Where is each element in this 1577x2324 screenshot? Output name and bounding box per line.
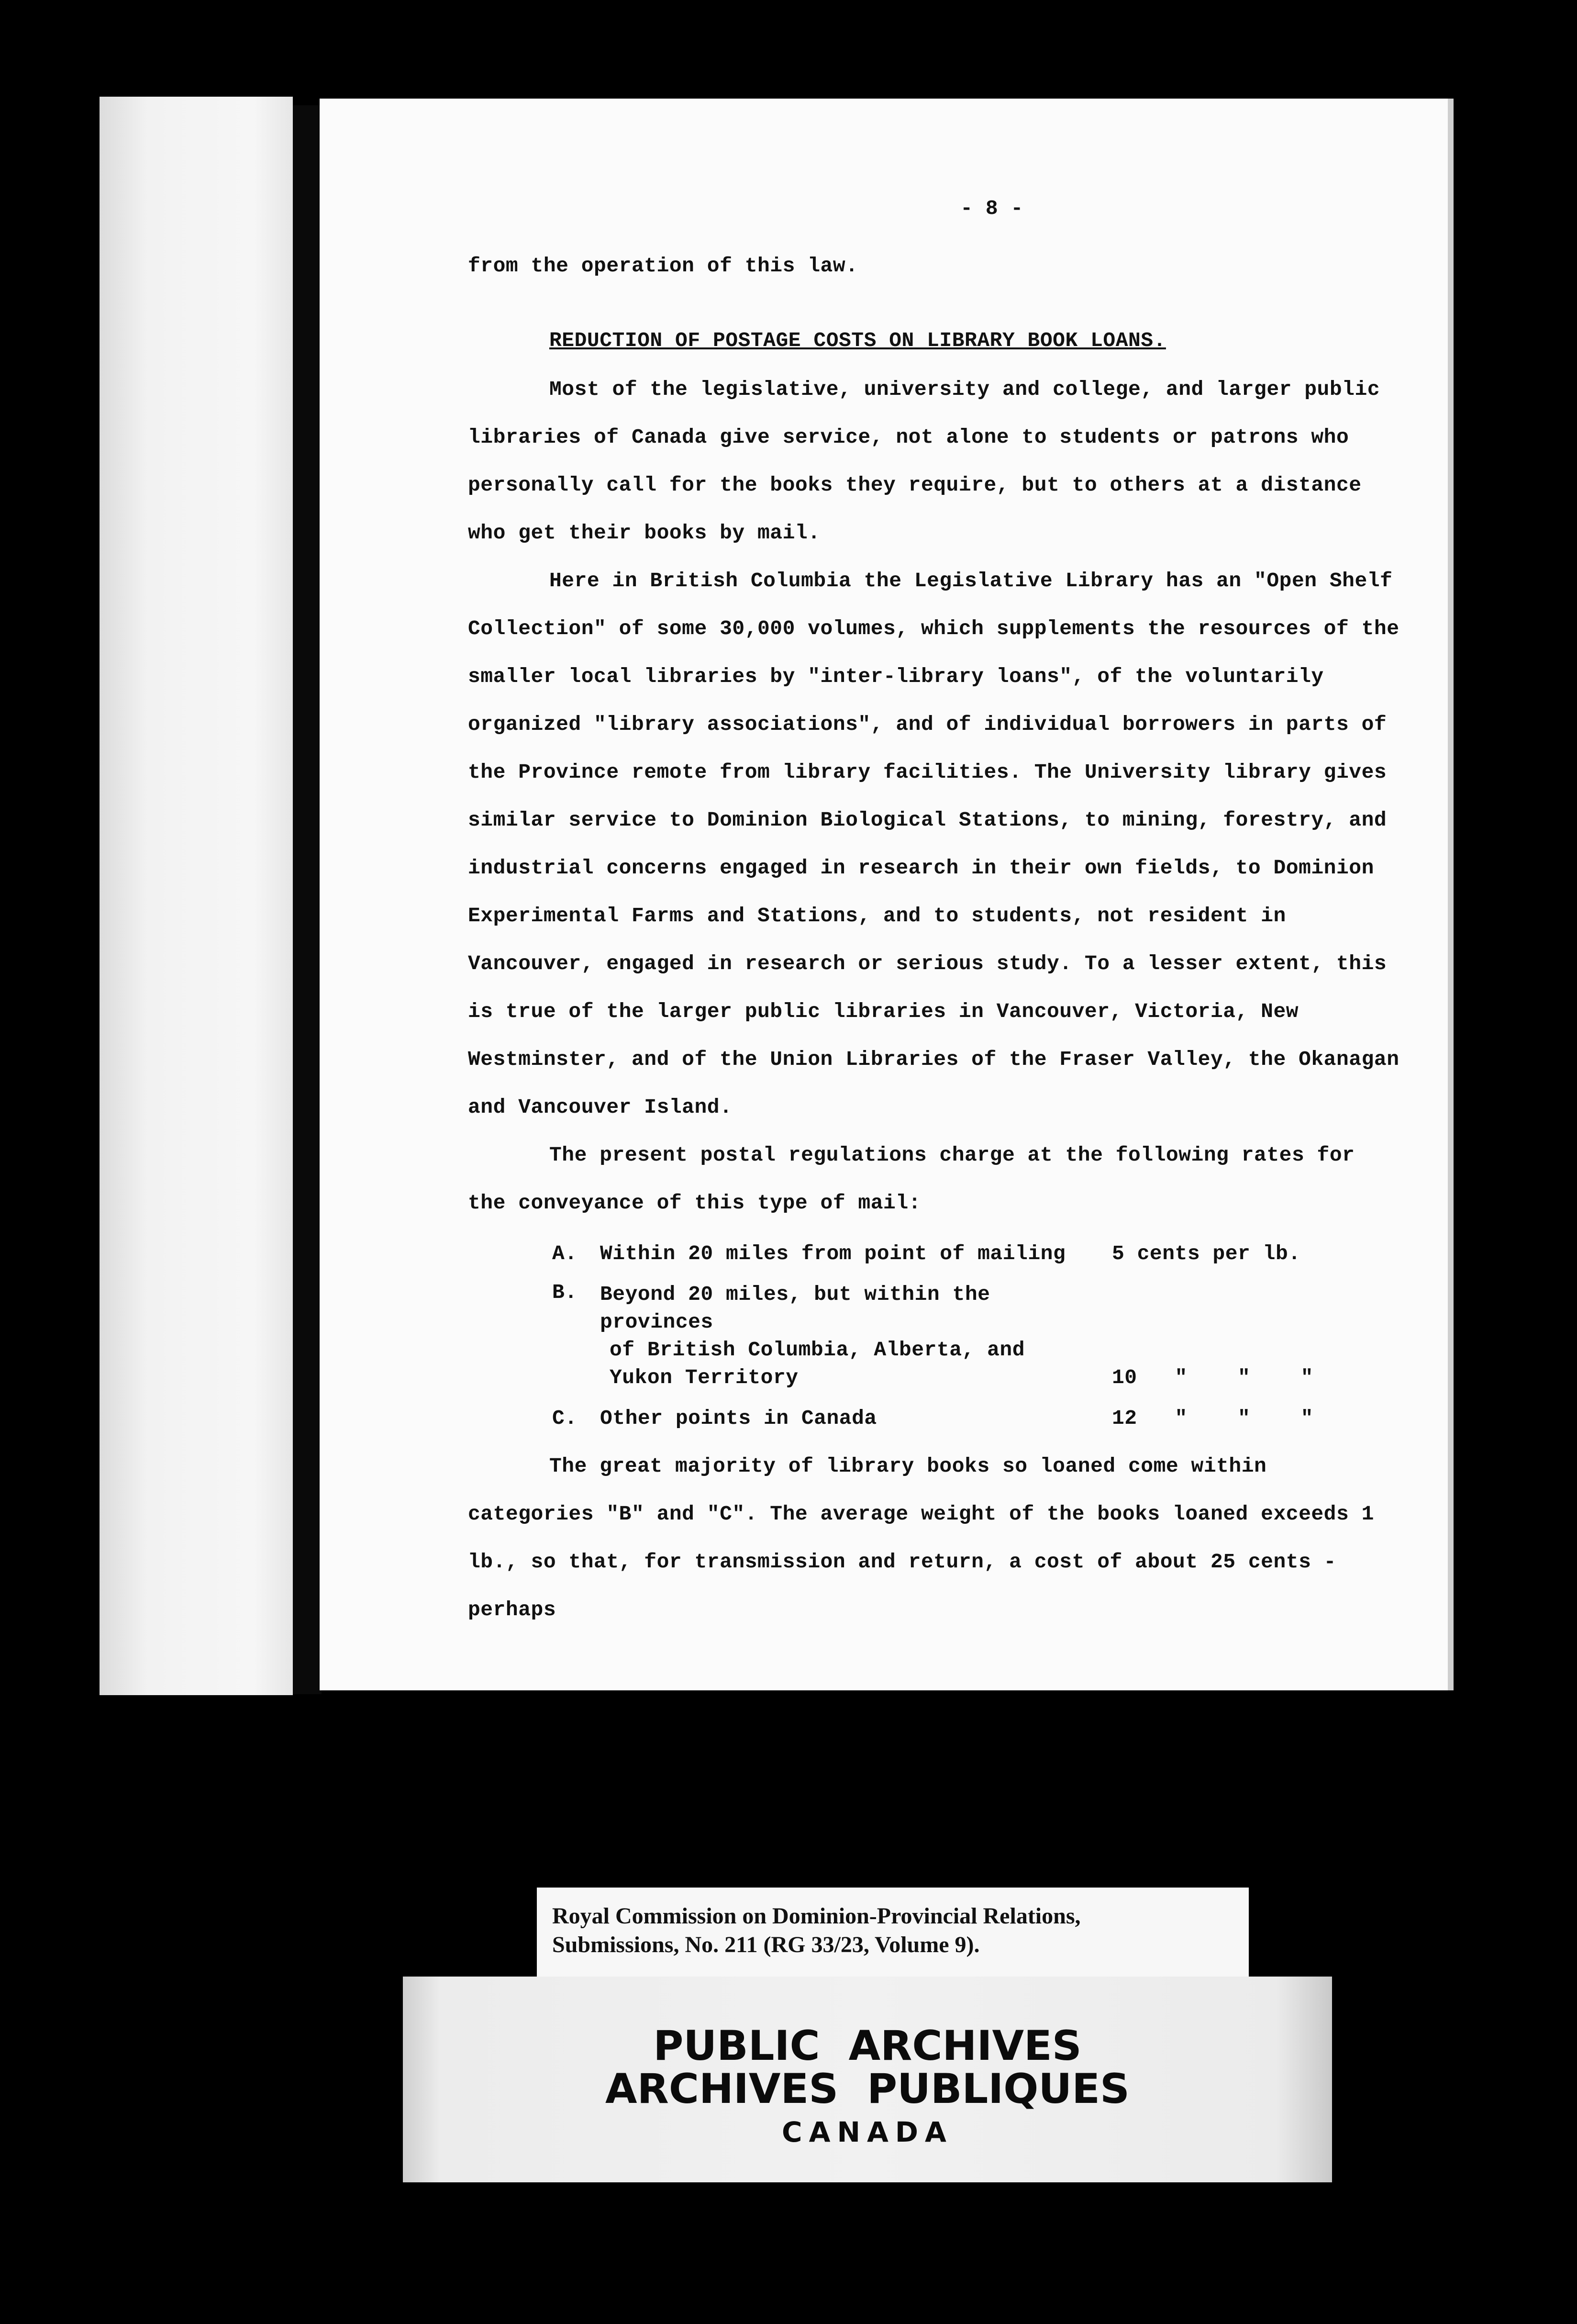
document-page [320,99,1454,1690]
rate-letter: C. [552,1407,577,1430]
rate-description: Other points in Canada [600,1407,877,1430]
rate-row-a [552,1230,1401,1278]
book-gutter [293,105,322,1694]
left-facing-page [100,97,293,1695]
rate-value: 10 " " " [1112,1366,1313,1389]
continuation-line: from the operation of this law. [468,254,858,278]
public-archives-stamp [403,1977,1332,2182]
paragraph-majority: The great majority of library books so loaned come within categories "B" and "C". The average weight of the books loaned exceeds 1 lb., so that, for transmission and return, a cost of about 25 cents - perhaps [468,1454,1374,1621]
rate-row-c [552,1395,1401,1442]
paragraph-postal-regulations: The present postal regulations charge at the following rates for the conveyance of this type of mail: [468,1143,1355,1215]
paragraph-intro: Most of the legislative, university and college, and larger public libraries of Canada give service, not alone to students or patrons who personally call for the books they require, but to others at a distance who get their books by mail. [468,378,1380,545]
rate-description: Beyond 20 miles, but within the provinces of British Columbia, Alberta, and Yukon Territory [600,1283,1025,1389]
section-heading: REDUCTION OF POSTAGE COSTS ON LIBRARY BOOK LOANS. [549,329,1166,352]
rate-row-b [552,1279,1401,1392]
label-line-2: Submissions, No. 211 (RG 33/23, Volume 9). [552,1932,980,1957]
archive-reference-label [537,1888,1249,1977]
postal-rates-list [468,1230,1401,1442]
rate-letter: B. [552,1281,577,1304]
rate-value: 5 cents per lb. [1112,1242,1301,1265]
rate-value: 12 " " " [1112,1407,1313,1430]
stamp-line-country: CANADA [782,2116,953,2148]
page-body [468,190,1401,1634]
rate-description: Within 20 miles from point of mailing [600,1242,1066,1265]
paragraph-british-columbia: Here in British Columbia the Legislative Library has an "Open Shelf Collection" of some 30,000 volumes, which supplements the resources of the smaller local libraries by "inter-library loans", of the voluntarily organized "library associations", and of individual borrowers in parts of the Province remote from library facilities. The University library gives similar service to Dominion Biological Stations, to mining, forestry, and industrial concerns engaged in research in their own fields, to Dominion Experimental Farms and Stations, and to students, not resident in Vancouver, engaged in research or serious study. To a lesser extent, this is true of the larger public libraries in Vancouver, Victoria, New Westminster, and of the Union Libraries of the Fraser Valley, the Okanagan and Vancouver Island. [468,569,1399,1119]
stamp-line-english: PUBLIC ARCHIVES [653,2022,1082,2070]
label-line-1: Royal Commission on Dominion-Provincial Relations, [552,1903,1081,1929]
stamp-line-french: ARCHIVES PUBLIQUES [605,2065,1130,2113]
page-number: - 8 - [960,197,1023,220]
rate-letter: A. [552,1242,577,1265]
